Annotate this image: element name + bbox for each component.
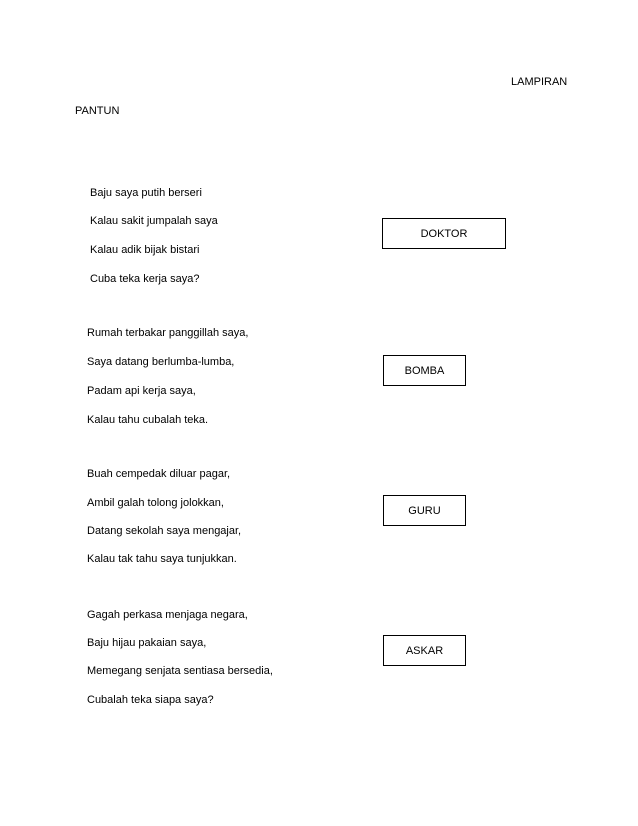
pantun-1-line-3: Kalau adik bijak bistari bbox=[90, 244, 200, 256]
pantun-4-line-4: Cubalah teka siapa saya? bbox=[87, 694, 214, 706]
pantun-2-line-4: Kalau tahu cubalah teka. bbox=[87, 414, 209, 426]
page-title: PANTUN bbox=[75, 105, 120, 117]
answer-label: GURU bbox=[408, 504, 441, 517]
pantun-3-line-3: Datang sekolah saya mengajar, bbox=[87, 525, 242, 537]
appendix-label: LAMPIRAN bbox=[511, 76, 568, 88]
answer-box-doktor bbox=[382, 218, 506, 249]
pantun-4-line-3: Memegang senjata sentiasa bersedia, bbox=[87, 665, 273, 677]
pantun-1-line-4: Cuba teka kerja saya? bbox=[90, 273, 200, 285]
pantun-1-line-1: Baju saya putih berseri bbox=[90, 187, 202, 199]
pantun-3-line-2: Ambil galah tolong jolokkan, bbox=[87, 497, 224, 509]
pantun-2-line-1: Rumah terbakar panggillah saya, bbox=[87, 327, 249, 339]
answer-box-guru bbox=[383, 495, 466, 526]
answer-box-askar bbox=[383, 635, 466, 666]
pantun-4-line-2: Baju hijau pakaian saya, bbox=[87, 637, 207, 649]
pantun-4-line-1: Gagah perkasa menjaga negara, bbox=[87, 609, 248, 621]
pantun-2-line-2: Saya datang berlumba-lumba, bbox=[87, 356, 235, 368]
answer-label: ASKAR bbox=[405, 644, 444, 657]
answer-label: BOMBA bbox=[404, 364, 445, 377]
pantun-2-line-3: Padam api kerja saya, bbox=[87, 385, 196, 397]
pantun-1-line-2: Kalau sakit jumpalah saya bbox=[90, 215, 218, 227]
pantun-3-line-4: Kalau tak tahu saya tunjukkan. bbox=[87, 553, 237, 565]
answer-box-bomba bbox=[383, 355, 466, 386]
answer-label: DOKTOR bbox=[420, 227, 468, 240]
pantun-3-line-1: Buah cempedak diluar pagar, bbox=[87, 468, 231, 480]
